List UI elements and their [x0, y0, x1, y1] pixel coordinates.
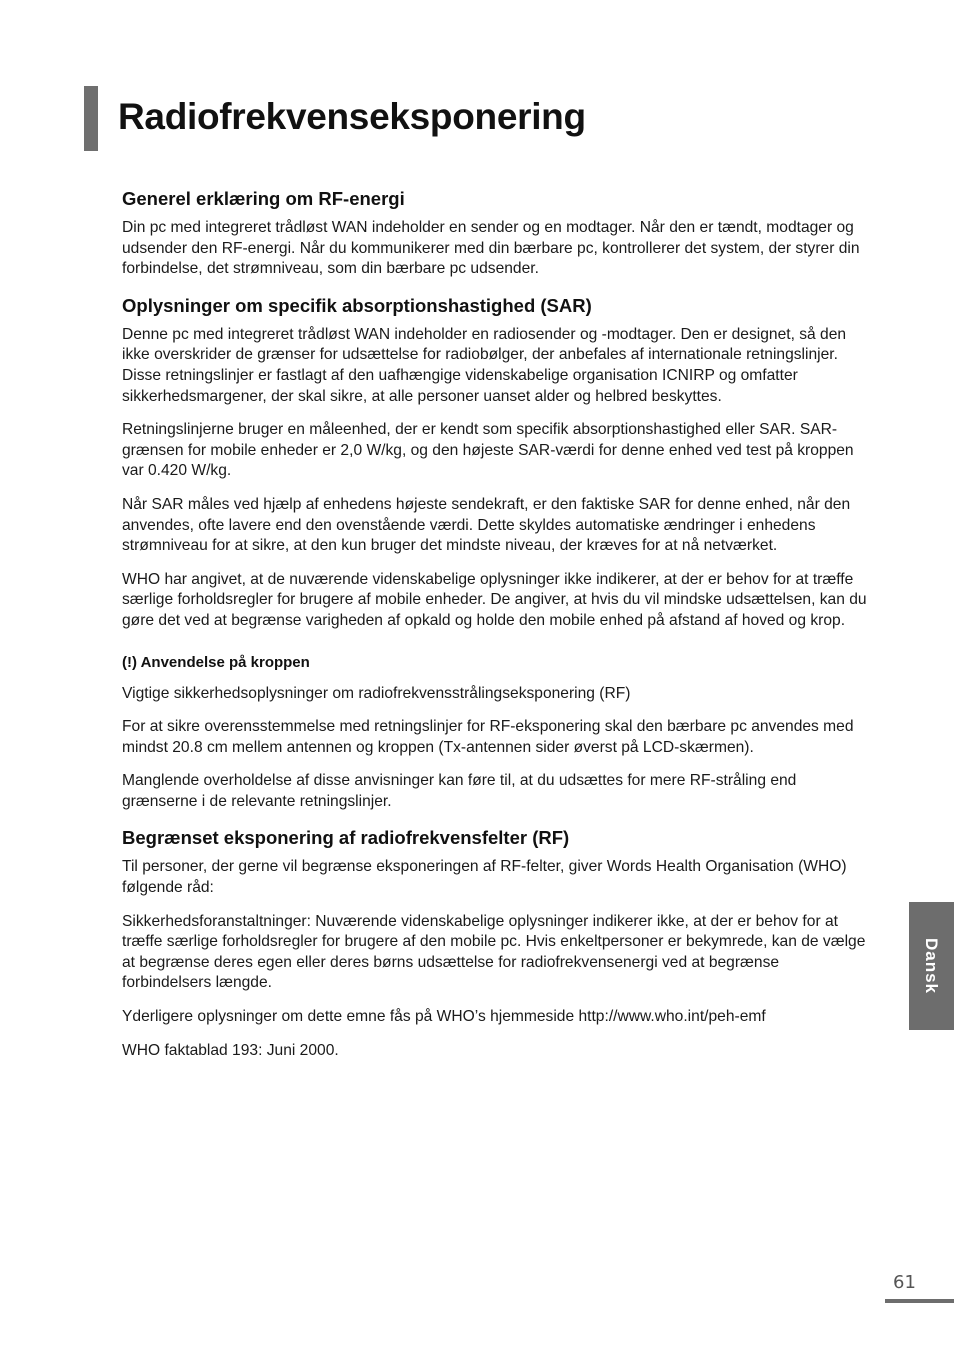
paragraph: Denne pc med integreret trådløst WAN indeholder en radiosender og -modtager. Den er designet, så den ikke overskrider de grænser for udsættelse for radiobølger, der anbefales af internationale retningslinjer. Disse retningslinjer er fastlagt af den uafhængige videnskabelige organisation ICNIRP og omfatter sikkerhedsmargener, der skal sikre, at alle personer uanset alder og helbred beskyttes. — [122, 325, 847, 405]
paragraph: Sikkerhedsforanstaltninger: Nuværende videnskabelige oplysninger indikerer ikke, at der er behov for at træffe særlige forholdsregler for brugere af den mobile pc. Hvis enkeltpersoner er bekymrede, kan de vælge at begrænse deres egen eller deres børns udsættelse for radiofrekvensenergi ved at begrænse forbindelsers længde. — [122, 912, 866, 992]
paragraph: WHO har angivet, at de nuværende videnskabelige oplysninger ikke indikerer, at der er behov for at træffe særlige forholdsregler for brugere af mobile enheder. De angiver, at hvis du vil mindske udsættelsen, kan du gøre det ved at begrænse varigheden af opkald og holde den mobile enhed på afstand af hoved og krop. — [122, 570, 867, 629]
page-content — [122, 186, 867, 1074]
paragraph: Til personer, der gerne vil begrænse eksponeringen af RF-felter, giver Words Health Organisation (WHO) følgende råd: — [122, 858, 847, 897]
paragraph: Manglende overholdelse af disse anvisninger kan føre til, at du udsættes for mere RF-stråling end grænserne i de relevante retningslinjer. — [122, 772, 797, 810]
paragraph: For at sikre overensstemmelse med retningslinjer for RF-eksponering skal den bærbare pc anvendes med mindst 20.8 cm mellem antennen og kroppen (Tx-antennen sider øverst på LCD-skærmen). — [122, 718, 854, 756]
title-accent-bar — [84, 86, 98, 151]
section-sar — [122, 293, 867, 632]
paragraph: WHO faktablad 193: Juni 2000. — [122, 1041, 339, 1059]
page-number: 61 — [893, 1272, 916, 1293]
paragraph: Vigtige sikkerhedsoplysninger om radiofrekvensstrålingseksponering (RF) — [122, 684, 631, 702]
subsection-heading: (!) Anvendelse på kroppen — [122, 653, 310, 671]
section-heading: Oplysninger om specifik absorptionshastighed (SAR) — [122, 294, 592, 316]
paragraph: Din pc med integreret trådløst WAN indeholder en sender og en modtager. Når den er tændt, modtager og udsender den RF-energi. Når du kommunikerer med din bærbare pc, kontrollerer det system, der styrer din forbindelse, det strømniveau, som din bærbare pc udsender. — [122, 219, 860, 278]
section-limited-exposure — [122, 825, 867, 1061]
language-tab — [909, 902, 954, 1030]
language-tab-label: Dansk — [922, 937, 942, 995]
paragraph: Retningslinjerne bruger en måleenhed, der er kendt som specifik absorptionshastighed eller SAR. SAR-grænsen for mobile enheder er 2,0 W/kg, og den højeste SAR-værdi for denne enhed ved test på kroppen var 0.420 W/kg. — [122, 421, 854, 480]
section-heading: Generel erklæring om RF-energi — [122, 188, 405, 209]
page-title: Radiofrekvenseksponering — [118, 96, 586, 137]
page-number-rule — [885, 1299, 954, 1303]
section-body-use — [122, 652, 867, 813]
paragraph: Yderligere oplysninger om dette emne fås på WHO’s hjemmeside http://www.who.int/peh-emf — [122, 1008, 766, 1026]
section-general-statement — [122, 186, 867, 280]
paragraph: Når SAR måles ved hjælp af enhedens højeste sendekraft, er den faktiske SAR for denne enhed, når den anvendes, ofte lavere end den ovenstående værdi. Dette skyldes automatiske ændringer i enhedens strømniveau for at sikre, at den kun bruger det mindste niveau, der kræves for at nå netværket. — [122, 495, 851, 555]
section-heading: Begrænset eksponering af radiofrekvensfelter (RF) — [122, 827, 570, 849]
